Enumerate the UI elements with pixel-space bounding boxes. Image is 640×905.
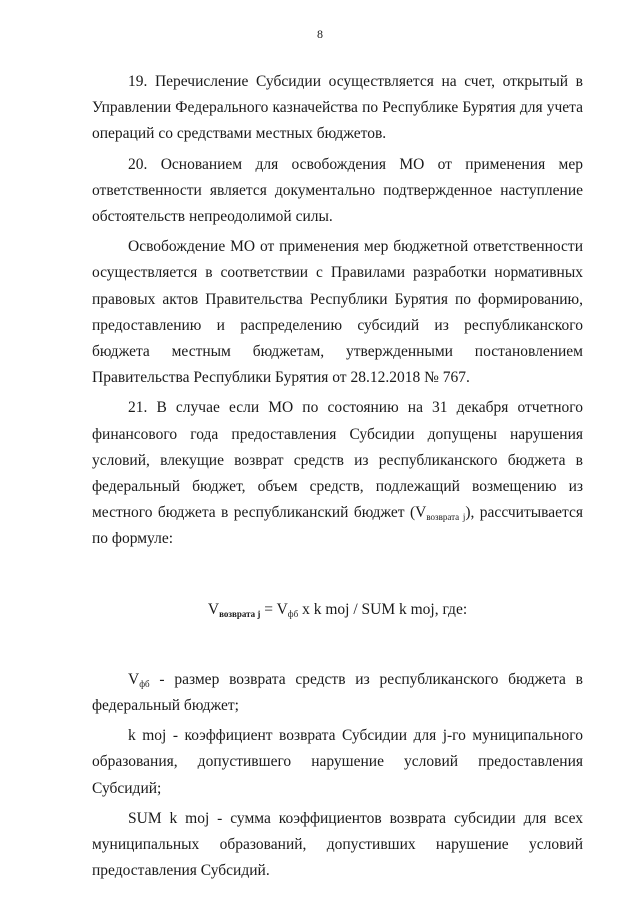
definition-vfb-v: V	[128, 670, 140, 688]
definition-vfb-subscript: фб	[139, 678, 150, 689]
formula-rest: x k moj / SUM k moj, где:	[298, 600, 468, 618]
formula-vfb-subscript: фб	[287, 608, 299, 619]
formula-v: V	[207, 600, 220, 618]
document-body	[92, 69, 583, 888]
definition-vfb-text: - размер возврата средств из республиканского бюджета в федеральный бюджет;	[92, 670, 583, 715]
definition-kmoj: k moj - коэффициент возврата Субсидии для j-го муниципального образования, допустившего нарушение условий предоставления Субсидий;	[92, 727, 583, 797]
definition-sum: SUM k moj - сумма коэффициентов возврата субсидии для всех муниципальных образований, допустивших нарушение условий предоставления Субсидий.	[92, 809, 583, 880]
formula-v-subscript: возврата j	[219, 608, 261, 619]
page-number: 8	[317, 27, 323, 41]
return-formula	[92, 597, 583, 623]
paragraph-20-exemption: Освобождение МО от применения мер бюджетной ответственности осуществляется в соответствии с Правилами разработки нормативных правовых актов Правительства Республики Бурятия по формированию, предоставлению и распределению субсидий из республиканского бюджета местным бюджетам, утвержденными постановлением Правительства Республики Бурятия от 28.12.2018 № 767.	[92, 238, 583, 387]
formula-middle: = V	[260, 600, 288, 618]
paragraph-21	[92, 395, 583, 552]
paragraph-21-subscript: возврата j	[426, 512, 466, 523]
definition-vfb	[92, 667, 583, 719]
paragraph-19: 19. Перечисление Субсидии осуществляется на счет, открытый в Управлении Федерального казначейства по Республике Бурятия для учета операций со средствами местных бюджетов.	[92, 73, 583, 143]
paragraph-21-main: 21. В случае если МО по состоянию на 31 декабря отчетного финансового года предоставления Субсидии допущены нарушения условий, влекущие возврат средств из республиканского бюджета в федеральный бюджет, объем средств, подлежащий возмещению из местного бюджета в республиканский бюджет (V	[92, 399, 583, 522]
paragraph-21-end: ), рассчитывается по формуле:	[92, 504, 584, 548]
paragraph-20: 20. Основанием для освобождения МО от применения мер ответственности является документально подтвержденное наступление обстоятельств непреодолимой силы.	[92, 155, 583, 226]
